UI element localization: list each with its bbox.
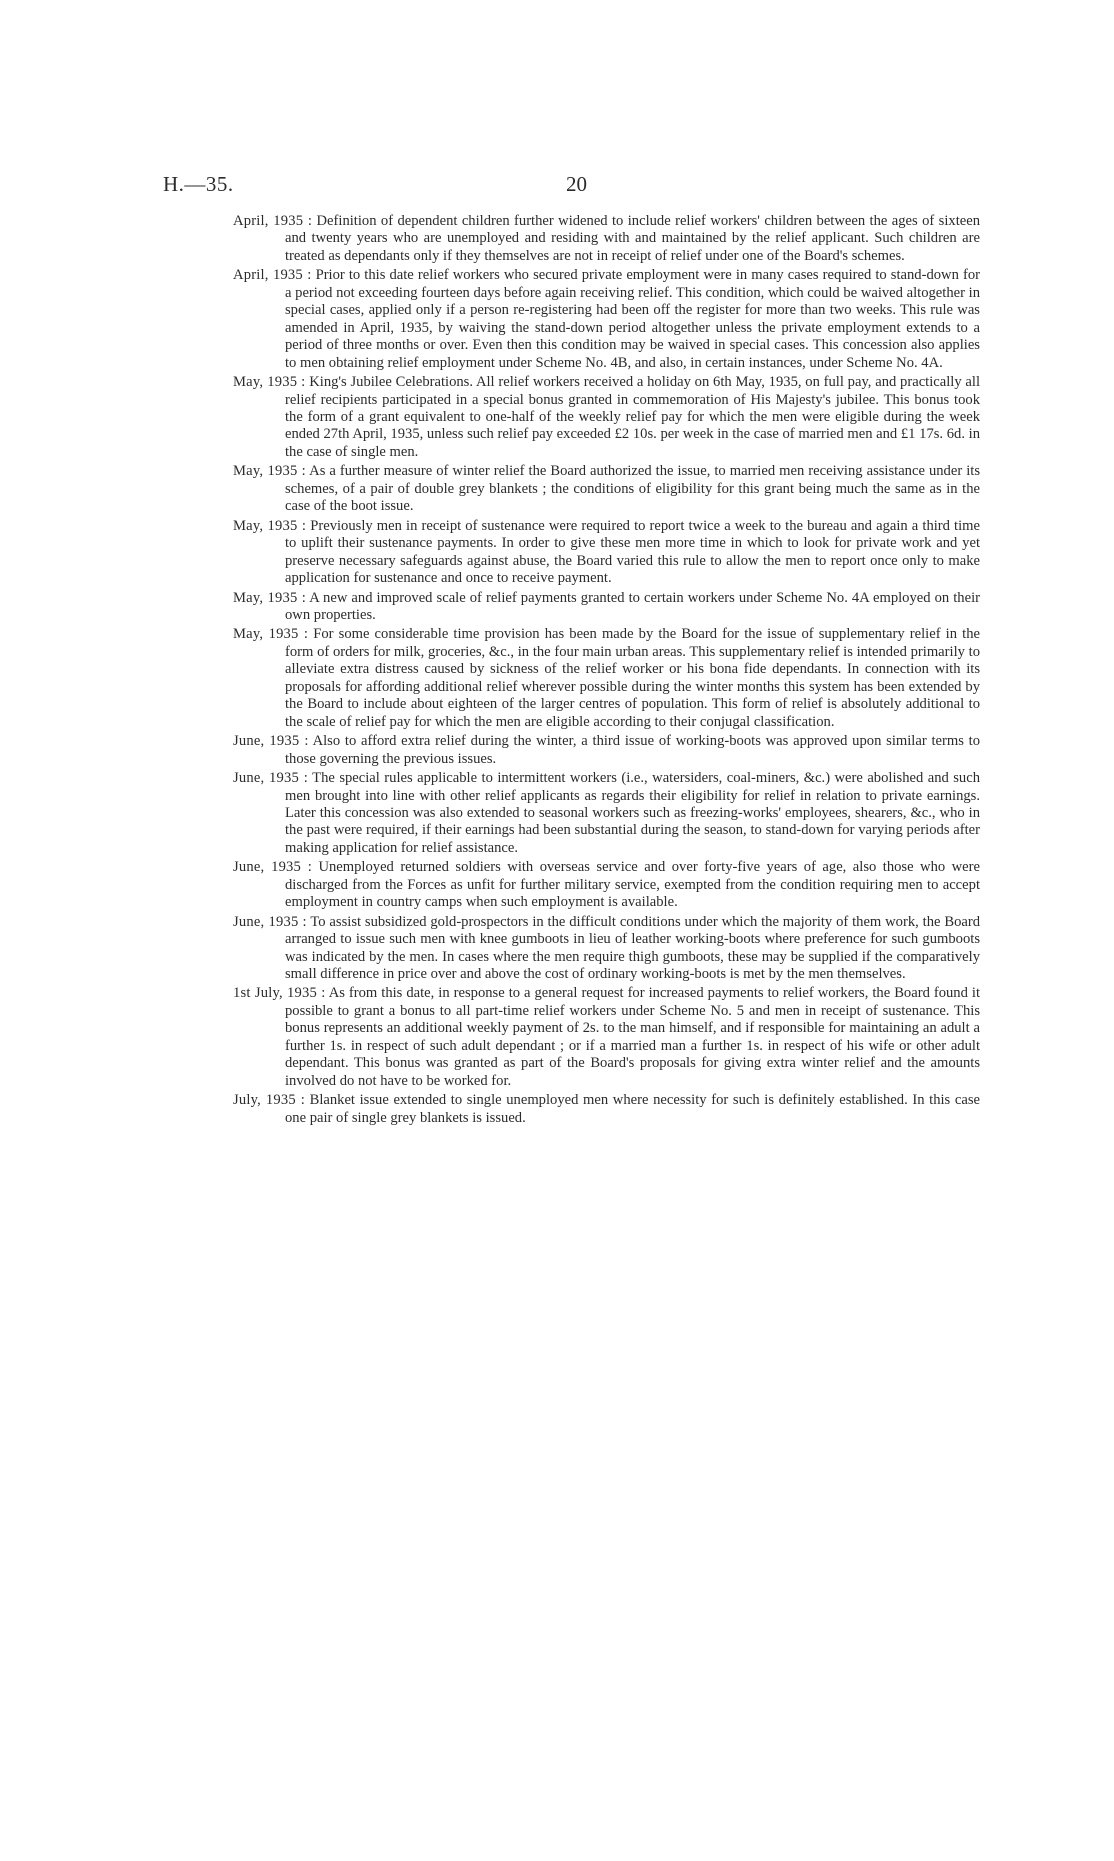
entry-date: June, 1935 : [233, 859, 312, 876]
entry-may-1935-sustenance-reporting [233, 518, 980, 588]
entry-april-1935-dependent-children [233, 213, 980, 265]
entry-text: Prior to this date relief workers who secured private employment were in many cases required to stand-down for a period not exceeding fourteen days before again receiving relief. This condition, which could be waived altogether in special cases, applied only if a person re-registering had been off the register for more than two weeks. This rule was amended in April, 1935, by waiving the stand-down period altogether unless the private employment extends to a period of three months or over. Even then this condition may be waived in special cases. This concession also applies to men obtaining relief employment under Scheme No. 4B, and also, in certain instances, under Scheme No. 4A. [285, 267, 981, 371]
entry-date: May, 1935 : [233, 463, 306, 480]
entry-june-1935-intermittent-workers [233, 770, 980, 857]
entry-text: Also to afford extra relief during the winter, a third issue of working-boots was approved upon similar terms to those governing the previous issues. [285, 733, 980, 767]
entry-date: June, 1935 : [233, 913, 307, 930]
entry-date: May, 1935 : [233, 589, 307, 606]
entry-april-1935-stand-down [233, 267, 980, 372]
entry-date: July, 1935 : [233, 1092, 305, 1109]
entry-date: April, 1935 : [233, 213, 313, 229]
entry-text: Definition of dependent children further widened to include relief workers' children between the ages of sixteen and twenty years who are unemployed and residing with and maintained by the relief applicant. Such children are treated as dependants only if they themselves are not in receipt of relief under one of the Board's schemes. [285, 213, 981, 264]
entry-june-1935-returned-soldiers [233, 859, 980, 911]
chronology-entries [233, 213, 980, 1129]
entry-date: 1st July, 1935 : [233, 985, 326, 1002]
entry-text: To assist subsidized gold-prospectors in the difficult conditions under which the majority of them work, the Board arranged to issue such men with knee gumboots in lieu of leather working-boots where preference for such gumboots was indicated by the men. In cases where the men require thigh gumboots, these may be supplied if the comparatively small difference in price over and above the cost of ordinary working-boots is met by the men themselves. [285, 913, 980, 983]
entry-may-1935-scheme-4a-scale [233, 590, 980, 625]
entry-date: May, 1935 : [233, 517, 307, 534]
entry-june-1935-working-boots [233, 733, 980, 768]
entry-text: Previously men in receipt of sustenance were required to report twice a week to the bureau and again a third time to uplift their sustenance payments. In order to give these men more time in which to look for private work and yet preserve necessary safeguards against abuse, the Board varied this rule to allow the men to report once only to make application for sustenance and once to receive payment. [285, 517, 980, 587]
entry-text: The special rules applicable to intermittent workers (i.e., watersiders, coal-miners, &c.) were abolished and such men brought into line with other relief applicants as regards their eligibility for relief in relation to private earnings. Later this concession was also extended to seasonal workers such as freezing-works' employees, shearers, &c., who in the past were required, if their earnings had been substantial during the season, to stand-down for varying periods after making application for relief assistance. [285, 770, 981, 856]
entry-text: Unemployed returned soldiers with overseas service and over forty-five years of age, also those who were discharged from the Forces as unfit for further military service, exempted from the condition requiring men to accept employment in country camps when such employment is available. [285, 859, 980, 911]
entry-text: A new and improved scale of relief payments granted to certain workers under Scheme No. 4A employed on their own properties. [285, 589, 980, 623]
entry-text: As a further measure of winter relief the Board authorized the issue, to married men receiving assistance under its schemes, of a pair of double grey blankets ; the conditions of eligibility for this grant being much the same as in the case of the boot issue. [285, 463, 980, 515]
entry-text: For some considerable time provision has been made by the Board for the issue of supplementary relief in the form of orders for milk, groceries, &c., in the four main urban areas. This supplementary relief is intended primarily to alleviate extra distress caused by sickness of the relief worker or his bona fide dependants. In connection with its proposals for affording additional relief wherever possible during the winter months this system has been extended by the Board to include about eighteen of the larger centres of population. This form of relief is absolutely additional to the scale of relief pay for which the men are eligible according to their conjugal classification. [285, 626, 980, 730]
entry-text: As from this date, in response to a general request for increased payments to relief workers, the Board found it possible to grant a bonus to all part-time relief workers under Scheme No. 5 and men in receipt of sustenance. This bonus represents an additional weekly payment of 2s. to the man himself, and if responsible for maintaining an adult a further 1s. in respect of such adult dependant ; or if a married man a further 1s. in respect of his wife or other adult dependant. This bonus was granted as part of the Board's proposals for giving extra winter relief and the amounts involved do not have to be worked for. [285, 985, 981, 1089]
document-reference: H.—35. [163, 172, 234, 196]
entry-date: June, 1935 : [233, 770, 308, 787]
entry-text: King's Jubilee Celebrations. All relief workers received a holiday on 6th May, 1935, on full pay, and practically all relief recipients participated in a special bonus granted in commemoration of His Majesty's jubilee. This bonus took the form of a grant equivalent to one-half of the weekly relief pay for which the men were eligible during the week ended 27th April, 1935, unless such relief pay exceeded £2 10s. per week in the case of married men and £1 17s. 6d. in the case of single men. [285, 374, 980, 460]
entry-date: April, 1935 : [233, 267, 312, 284]
entry-1st-july-1935-bonus [233, 985, 980, 1090]
entry-date: May, 1935 : [233, 374, 306, 391]
entry-june-1935-gumboots [233, 914, 980, 984]
page-number: 20 [566, 172, 587, 196]
entry-date: June, 1935 : [233, 733, 309, 750]
entry-may-1935-jubilee [233, 374, 980, 461]
entry-july-1935-single-blankets [233, 1092, 980, 1127]
entry-may-1935-blankets [233, 463, 980, 515]
entry-may-1935-supplementary-relief [233, 626, 980, 731]
entry-date: May, 1935 : [233, 626, 309, 643]
entry-text: Blanket issue extended to single unemployed men where necessity for such is definitely established. In this case one pair of single grey blankets is issued. [285, 1092, 980, 1126]
